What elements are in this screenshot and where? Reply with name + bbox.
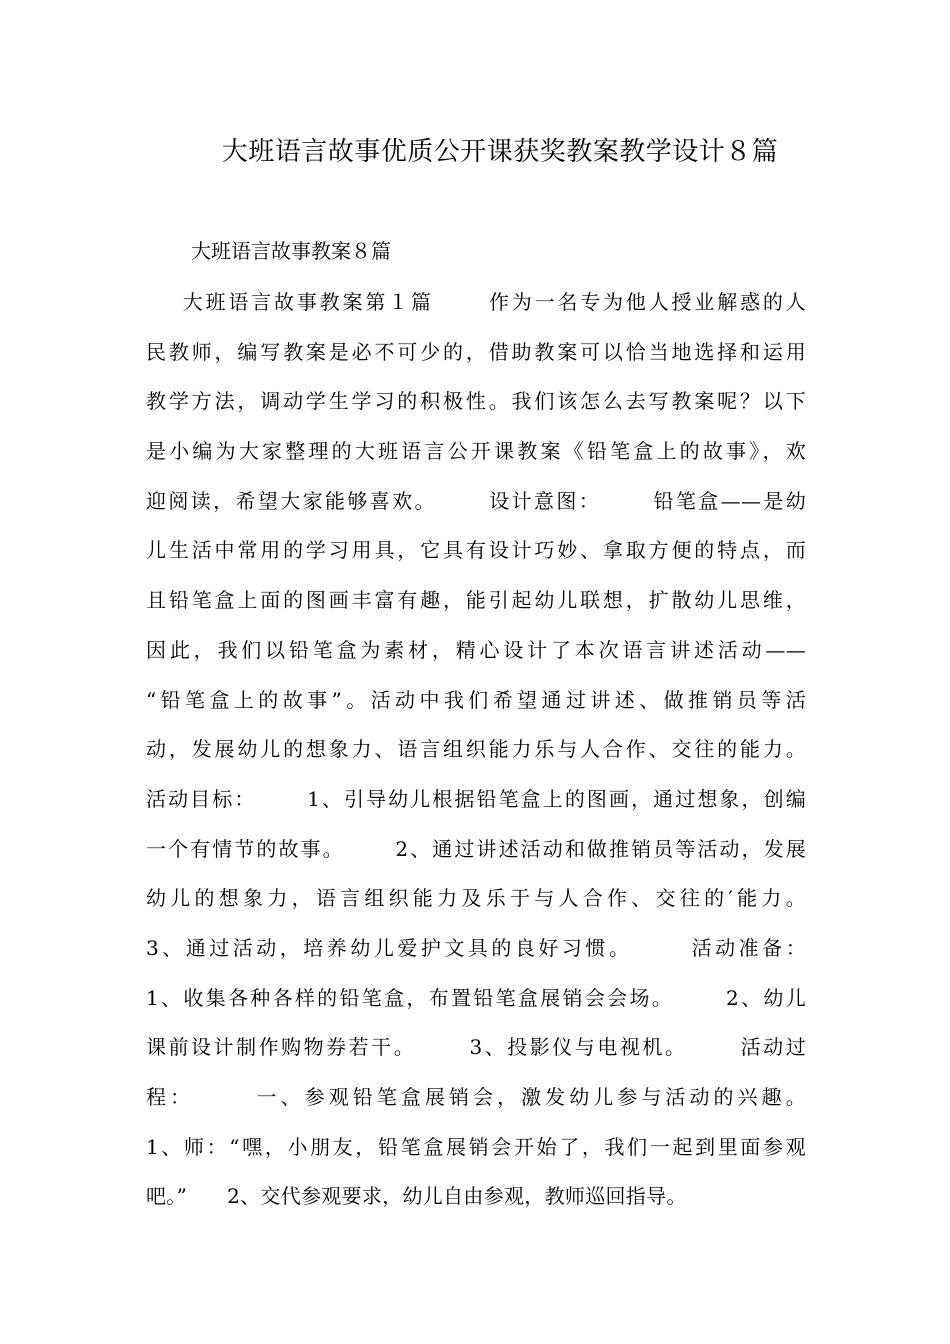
body-line: 3、通过活动，培养幼儿爱护文具的良好习惯。 活动准备： <box>146 935 806 960</box>
body-line: 且铅笔盒上面的图画丰富有趣，能引起幼儿联想，扩散幼儿思维， <box>146 588 806 613</box>
body-line: 幼儿的想象力，语言组织能力及乐于与人合作、交往的′能力。 <box>146 886 806 911</box>
body-line: 民教师，编写教案是必不可少的，借助教案可以恰当地选择和运用 <box>146 339 806 364</box>
body-line: 大班语言故事教案第１篇 作为一名专为他人授业解惑的人 <box>146 290 806 314</box>
body-line: 是小编为大家整理的大班语言公开课教案《铅笔盒上的故事》，欢 <box>146 439 806 464</box>
document-subtitle: 大班语言故事教案８篇 <box>191 239 391 263</box>
body-line: 吧。” 2、交代参观要求，幼儿自由参观，教师巡回指导。 <box>146 1184 687 1209</box>
body-line: 动，发展幼儿的想象力、语言组织能力乐与人合作、交往的能力。 <box>146 737 806 762</box>
document-title: 大班语言故事优质公开课获奖教案教学设计８篇 <box>221 137 779 167</box>
body-line: 1、师：“嘿，小朋友，铅笔盒展销会开始了，我们一起到里面参观 <box>146 1134 806 1159</box>
body-line: 迎阅读，希望大家能够喜欢。 设计意图： 铅笔盒——是幼 <box>146 488 806 513</box>
body-line: 1、收集各种各样的铅笔盒，布置铅笔盒展销会会场。 2、幼儿 <box>146 985 806 1010</box>
body-line: 一个有情节的故事。 2、通过讲述活动和做推销员等活动，发展 <box>146 836 806 861</box>
document-body <box>146 284 806 1228</box>
body-line: 教学方法，调动学生学习的积极性。我们该怎么去写教案呢？以下 <box>146 389 806 414</box>
body-line: 儿生活中常用的学习用具，它具有设计巧妙、拿取方便的特点，而 <box>146 538 806 563</box>
body-line: 因此，我们以铅笔盒为素材，精心设计了本次语言讲述活动—— <box>146 637 806 662</box>
body-line: 程： 一、参观铅笔盒展销会，激发幼儿参与活动的兴趣。 <box>146 1085 806 1109</box>
body-line: 课前设计制作购物券若干。 3、投影仪与电视机。 活动过 <box>146 1035 806 1060</box>
body-line: “铅笔盒上的故事”。活动中我们希望通过讲述、做推销员等活 <box>146 687 806 712</box>
body-line: 活动目标： 1、引导幼儿根据铅笔盒上的图画，通过想象，创编 <box>146 786 806 811</box>
